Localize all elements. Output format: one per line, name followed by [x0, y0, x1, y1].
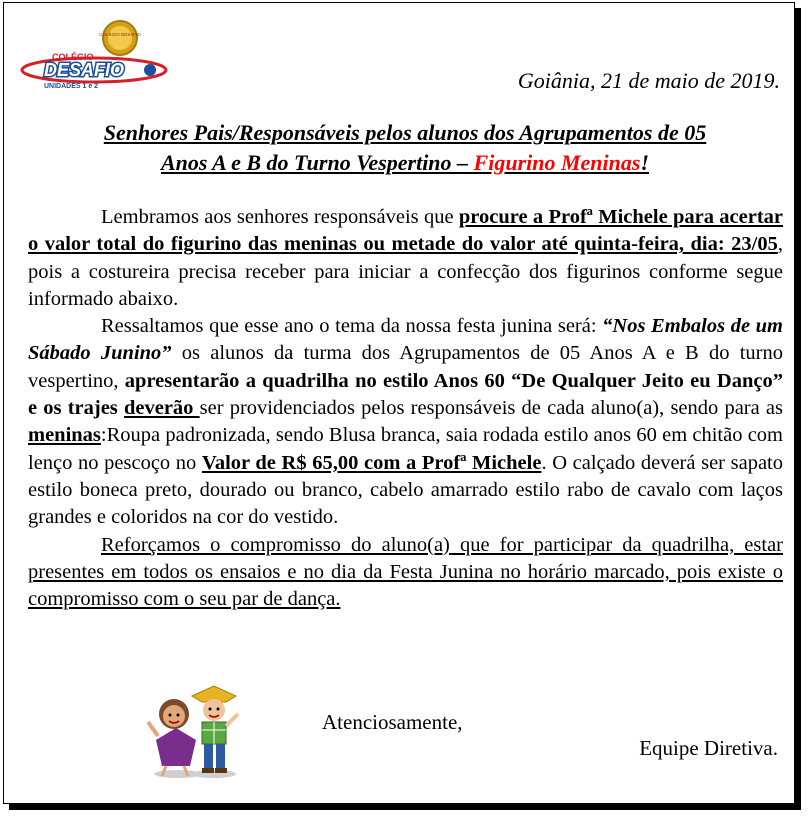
p2-text-f: ser providenciados pelos responsáveis de cada aluno(a), sendo para as	[199, 397, 783, 420]
seal-text: COLÉGIO DESAFIO	[99, 32, 141, 37]
document-body	[28, 204, 783, 613]
title-highlight: Figurino Meninas	[473, 150, 641, 175]
p1-emphasis: procure a Profª Michele para acertar o valor total do figurino das meninas ou metade do valor até quinta-feira, dia: 23/05	[28, 206, 784, 256]
p3-text: Reforçamos o compromisso do aluno(a) que for participar da quadrilha, estar presentes em todos os ensaios e no dia da Festa Junina no horário marcado, pois existe o compromisso com o seu par de dança.	[28, 533, 783, 611]
p2-text-c: os alunos da turma dos Agrupamentos de 05 Anos A e B do turno vespertino,	[28, 342, 783, 392]
p2-must: deverão	[123, 397, 200, 420]
p2-text-j: . O calçado deverá ser sapato estilo boneca preto, dourado ou branco, cabelo amarrado estilo rabo de cavalo com laços grandes e coloridos na cor do vestido.	[28, 451, 784, 529]
paragraph-1	[28, 204, 783, 313]
p2-presentation: apresentarão a quadrilha no estilo Anos 60 “De Qualquer Jeito eu Danço” e os trajes	[28, 369, 783, 420]
p1-text-c: , pois a costureira precisa receber para iniciar a confecção dos figurinos conforme segue informado abaixo.	[28, 233, 783, 310]
p2-theme: “Nos Embalos de um Sábado Junino”	[28, 315, 783, 365]
p2-text-h: :Roupa padronizada, sendo Blusa branca, saia rodada estilo anos 60 em chitão com lenço no pescoço no	[28, 424, 783, 474]
signature: Equipe Diretiva.	[639, 736, 778, 760]
p2-girls: meninas	[28, 424, 101, 447]
p2-text-a: Ressaltamos que esse ano o tema da nossa festa junina será:	[101, 315, 603, 338]
logo-prefix: COLÉGIO	[52, 52, 94, 62]
school-logo	[16, 16, 172, 92]
p1-text-a: Lembramos aos senhores responsáveis que	[101, 206, 459, 228]
title-end: !	[640, 150, 650, 175]
title-line-2: Anos A e B do Turno Vespertino –	[160, 150, 474, 175]
document-title	[30, 118, 780, 178]
dancing-kids-icon	[142, 680, 244, 780]
document-date: Goiânia, 21 de maio de 2019.	[517, 68, 780, 93]
logo-units: UNIDADES 1 e 2	[44, 83, 99, 90]
paragraph-3	[28, 532, 783, 614]
logo-brand: DESAFIO	[44, 60, 125, 80]
closing-greeting: Atenciosamente,	[322, 710, 463, 734]
p2-price: Valor de R$ 65,00 com a Profª Michele	[201, 451, 542, 474]
title-line-1: Senhores Pais/Responsáveis pelos alunos dos Agrupamentos de 05	[103, 120, 707, 145]
paragraph-2	[28, 313, 783, 531]
